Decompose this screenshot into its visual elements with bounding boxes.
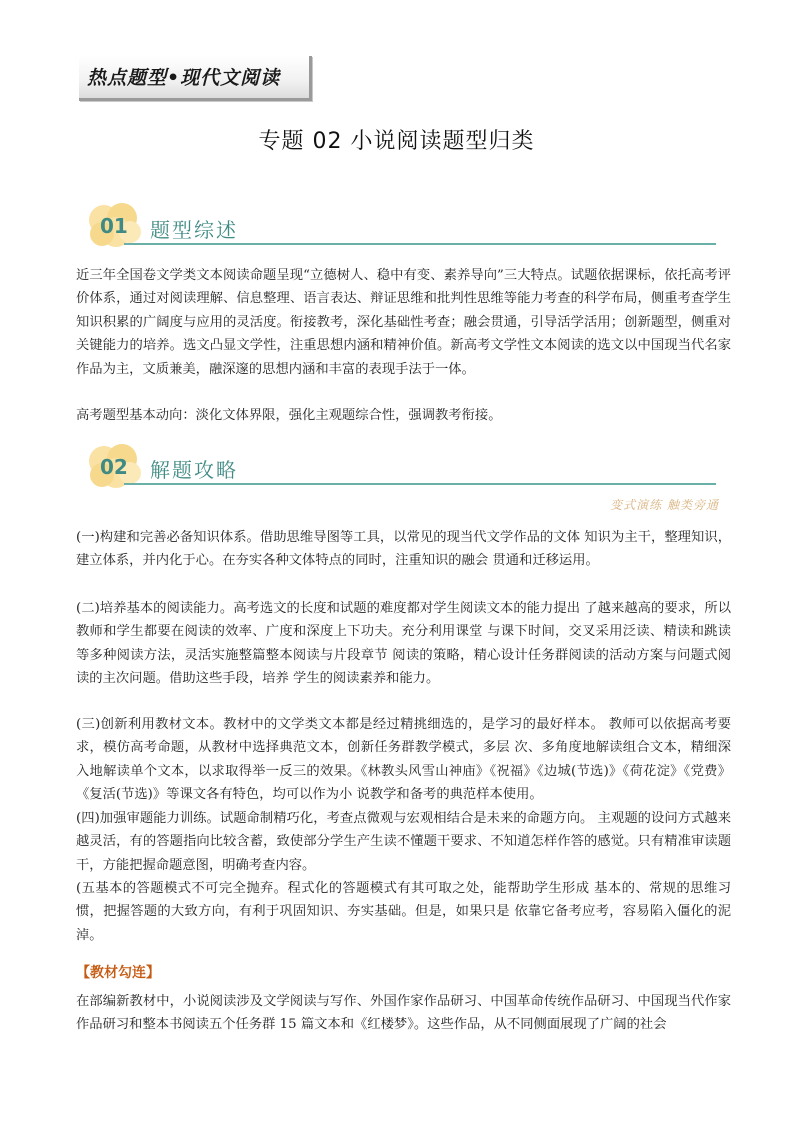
section-number: 02: [100, 455, 128, 479]
header-banner: [79, 56, 312, 101]
page-title: 专题 02 小说阅读题型归类: [258, 129, 535, 154]
section-divider: [124, 483, 716, 485]
banner-text: 热点题型•现代文阅读: [87, 67, 281, 89]
overview-paragraph: 近三年全国卷文学类文本阅读命题呈现“立德树人、稳中有变、素养导向”三大特点。试题依据课标，依托高考评价体系，通过对阅读理解、信息整理、语言表达、辩证思维和批判性思维等能力考查的科学布局，侧重考查学生知识积累的广阔度与应用的灵活度。衔接教考，深化基础性考查；融会贯通，引导活学活用；创新题型，侧重对关键能力的培养。选文凸显文学性，注重思想内涵和精神价值。新高考文学性文本阅读的选文以中国现当代名家作品为主，文质兼美，融深邃的思想内涵和丰富的表现手法于一体。: [76, 268, 731, 377]
section-number: 01: [100, 214, 128, 238]
overview-trend: 高考题型基本动向：淡化文体界限，强化主观题综合性，强调教考衔接。: [76, 408, 502, 423]
section-divider: [124, 243, 716, 245]
strategy-paragraph: (四)加强审题能力训练。试题命制精巧化，考查点微观与宏观相结合是未来的命题方向。 主观题的设问方式越来越灵活，有的答题指向比较含蓄，致使部分学生产生读不懂题干要求、不知道怎样作答的感觉。只有精准审读题干，方能把握命题意图，明确考查内容。: [76, 811, 731, 873]
strategy-paragraph: (一)构建和完善必备知识体系。借助思维导图等工具，以常见的现当代文学作品的文体 知识为主干，整理知识，建立体系，并内化于心。在夯实各种文体特点的同时，注重知识的融会 贯通和迁移运用。: [76, 530, 731, 569]
strategy-paragraph: (五基本的答题模式不可完全抛弃。程式化的答题模式有其可取之处，能帮助学生形成 基本的、常规的思维习惯，把握答题的大致方向，有利于巩固知识、夯实基础。但是，如果只是 依靠它备考应考，容易陷入僵化的泥淖。: [76, 881, 731, 943]
section-slogan: 变式演练 触类旁通: [610, 498, 719, 512]
section-title: 题型综述: [150, 218, 238, 242]
textbook-link-tag: 【教材勾连】: [76, 965, 160, 981]
strategy-paragraph: (三)创新利用教材文本。教材中的文学类文本都是经过精挑细选的，是学习的最好样本。 教师可以依据高考要求，模仿高考命题，从教材中选择典范文本，创新任务群教学模式，多层 次、多角度地解读组合文本，精细深入地解读单个文本，以求取得举一反三的效果。《林教头风雪山神庙》《祝福》《边城(节选)》《荷花淀》《党费》《复活(节选)》等课文各有特色，均可以作为小 说教学和备考的典范样本使用。: [76, 717, 731, 803]
strategy-paragraph: (二)培养基本的阅读能力。高考选文的长度和试题的难度都对学生阅读文本的能力提出 了越来越高的要求，所以教师和学生都要在阅读的效率、广度和深度上下功夫。充分利用课堂 与课下时间，交叉采用泛读、精读和跳读等多种阅读方法，灵活实施整篇整本阅读与片段章节 阅读的策略，精心设计任务群阅读的活动方案与问题式阅读的主次问题。借助这些手段，培养 学生的阅读素养和能力。: [76, 601, 731, 687]
textbook-paragraph: 在部编新教材中，小说阅读涉及文学阅读与写作、外国作家作品研习、中国革命传统作品研习、中国现当代作家作品研习和整本书阅读五个任务群 15 篇文本和《红楼梦》。这些作品，从不同侧面展现了广阔的社会: [76, 994, 731, 1033]
section-title: 解题攻略: [150, 458, 238, 482]
